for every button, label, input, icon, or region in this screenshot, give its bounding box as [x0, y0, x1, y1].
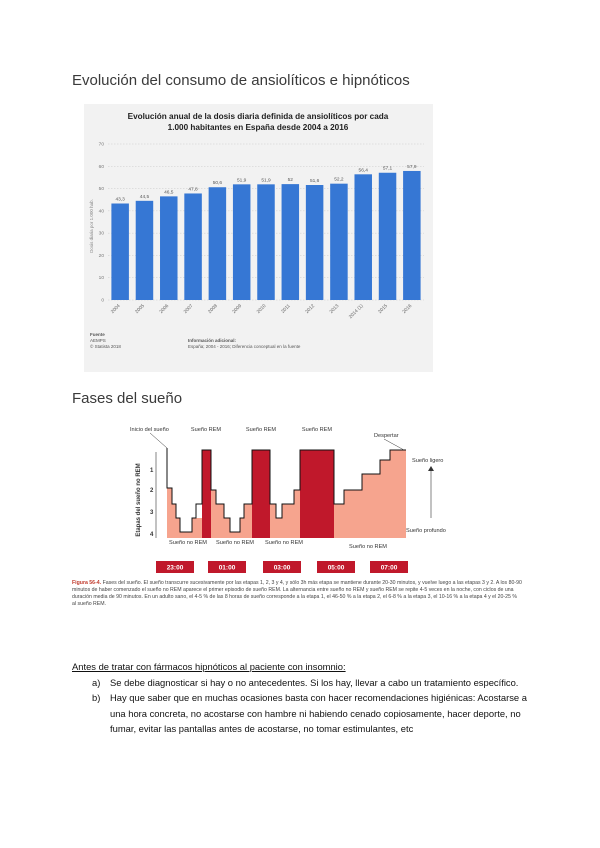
x-tick-label: 2006 — [159, 303, 171, 315]
footer-left-2: © Statista 2018 — [90, 344, 121, 349]
bar-value-label: 50,6 — [212, 181, 223, 187]
bar-chart-svg — [84, 104, 433, 372]
label-despertar: Despertar — [374, 433, 399, 439]
label-ligero: Sueño ligero — [412, 458, 444, 464]
bar-value-label: 57,1 — [382, 166, 393, 172]
x-tick-label: 2015 — [377, 303, 389, 315]
bar-chart-ansioliticos — [84, 104, 433, 372]
bar-value-label: 56,4 — [358, 168, 368, 174]
bar-2011 — [282, 184, 300, 300]
x-tick-label: 2005 — [134, 303, 146, 315]
label-inicio: Inicio del sueño — [130, 427, 169, 433]
notes-heading: Antes de tratar con fármacos hipnóticos al paciente con insomnio: — [72, 661, 346, 672]
stage-tick-4: 4 — [150, 532, 154, 538]
notes-section — [72, 659, 542, 737]
chart-title-line1: Evolución anual de la dosis diaria definida de ansiolíticos por cada — [127, 112, 389, 121]
section-title-fases: Fases del sueño — [72, 390, 183, 407]
bar-2016 — [403, 171, 421, 300]
figure-caption — [72, 580, 522, 608]
stage-tick-2: 2 — [150, 488, 154, 494]
depth-arrowhead — [428, 466, 434, 471]
label-norem-2: Sueño no REM — [216, 540, 254, 546]
sleep-phases-diagram — [118, 420, 482, 600]
bar-value-label: 43,3 — [115, 197, 125, 203]
note-mark-b: b) — [92, 692, 101, 704]
bar-2014 (1) — [354, 174, 372, 300]
bar-value-label: 47,8 — [188, 187, 198, 193]
time-label: 01:00 — [218, 564, 236, 572]
bar-2009 — [233, 184, 251, 300]
y-tick-label: 70 — [98, 142, 104, 148]
label-norem-1: Sueño no REM — [169, 540, 207, 546]
bar-2010 — [257, 184, 275, 300]
bar-value-label: 57,9 — [407, 164, 417, 170]
footer-right-1: España; 2004 - 2016; Diferencia conceptual en la fuente — [188, 344, 301, 349]
bar-value-label: 51,9 — [237, 178, 247, 184]
bar-2008 — [209, 187, 227, 300]
note-mark-a: a) — [92, 676, 101, 688]
x-tick-label: 2012 — [304, 303, 317, 315]
bar-value-label: 51,6 — [309, 179, 320, 185]
rem-block-3 — [300, 450, 334, 538]
note-item-a — [72, 675, 542, 691]
x-tick-label: 2013 — [329, 303, 341, 315]
bar-value-label: 52,2 — [334, 177, 344, 183]
y-tick-label: 10 — [98, 276, 104, 282]
bar-value-label: 44,5 — [139, 194, 150, 200]
bar-value-label: 51,9 — [261, 178, 271, 184]
y-tick-label: 60 — [98, 164, 104, 170]
stage-tick-3: 3 — [150, 510, 154, 516]
caption-text: Fases del sueño. El sueño transcurre sucesivamente por las etapas 1, 2, 3 y 4, y sólo 3h más etapa se mantiene durante 20-30 minutos, y vuelve luego a las etapas 3 y 2. A los 80-90 minutos de haber comenzado el sueño no REM aparece el primer episodio de sueño REM. La alternancia entre sueño no REM y sueño REM se repite 4-5 veces en la noche, con ciclos de una duración media de 90 minutos. En un adulto sano, el 4-5 % de las 8 horas de sueño corresponde a la etapa 1, el 46-50 % a la etapa 2, el 6-8 % a la etapa 3, el 10-16 % a la etapa 4 y el 20-25 % al sueño REM. — [72, 580, 522, 607]
footer-right-0: Información adicional: — [188, 338, 237, 343]
y-tick-label: 30 — [98, 231, 104, 237]
note-text-a: Se debe diagnosticar si hay o no antecedentes. Si los hay, llevar a cabo un tratamiento específico. — [110, 676, 519, 688]
label-rem-2: Sueño REM — [245, 427, 277, 433]
label-norem-4: Sueño no REM — [349, 544, 387, 550]
rem-block-2 — [252, 450, 270, 538]
y-tick-label: 20 — [98, 253, 104, 259]
footer-left-1: AEMPS — [90, 338, 106, 343]
x-tick-label: 2007 — [183, 303, 195, 315]
label-rem-1: Sueño REM — [190, 427, 222, 433]
bar-2004 — [111, 204, 129, 300]
bar-value-label: 46,5 — [164, 190, 174, 196]
sleep-diagram-svg — [118, 420, 482, 600]
caption-label: Figura 56-4. — [72, 580, 102, 586]
note-item-b — [72, 690, 542, 737]
despertar-pointer — [384, 439, 404, 450]
time-label: 07:00 — [380, 564, 398, 572]
time-label: 23:00 — [166, 564, 184, 572]
time-label: 03:00 — [273, 564, 291, 572]
x-tick-label: 2008 — [207, 303, 219, 315]
x-tick-label: 2016 — [402, 303, 414, 315]
y-tick-label: 50 — [98, 187, 104, 193]
bar-2012 — [306, 185, 324, 300]
x-tick-label: 2009 — [232, 303, 244, 315]
y-axis-label: Dosis diaria por 1.000 hab. — [89, 199, 94, 253]
bar-value-label: 52 — [287, 178, 293, 184]
x-tick-label: 2014 (1) — [348, 303, 365, 321]
bar-2013 — [330, 184, 348, 300]
section-title-ansioliticos: Evolución del consumo de ansiolíticos e hipnóticos — [72, 72, 410, 89]
rem-block-1 — [202, 450, 211, 538]
inicio-pointer — [150, 433, 167, 448]
bar-2006 — [160, 196, 178, 300]
bar-2005 — [136, 201, 154, 300]
time-label: 05:00 — [327, 564, 345, 572]
stage-axis-label: Etapas del sueño no REM — [136, 463, 142, 537]
x-tick-label: 2004 — [110, 303, 122, 315]
bar-2007 — [184, 193, 202, 300]
note-text-b: Hay que saber que en muchas ocasiones basta con hacer recomendaciones higiénicas: Acostarse a una hora concreta, no acostarse con hambre ni habiendo cenado copiosamente, hacer deporte, no fumar, evitar las pantallas antes de acostarse, no tomar estimulantes, etc — [110, 692, 527, 735]
x-tick-label: 2011 — [280, 303, 292, 315]
stage-tick-1: 1 — [150, 468, 154, 474]
label-profundo: Sueño profundo — [406, 528, 446, 534]
chart-title-line2: 1.000 habitantes en España desde 2004 a 2016 — [167, 123, 349, 132]
label-rem-3: Sueño REM — [301, 427, 333, 433]
y-tick-label: 40 — [98, 209, 104, 215]
bar-2015 — [379, 173, 397, 300]
footer-left-0: Fuente — [90, 332, 105, 337]
label-norem-3: Sueño no REM — [265, 540, 303, 546]
y-tick-label: 0 — [101, 298, 104, 304]
x-tick-label: 2010 — [256, 303, 268, 315]
